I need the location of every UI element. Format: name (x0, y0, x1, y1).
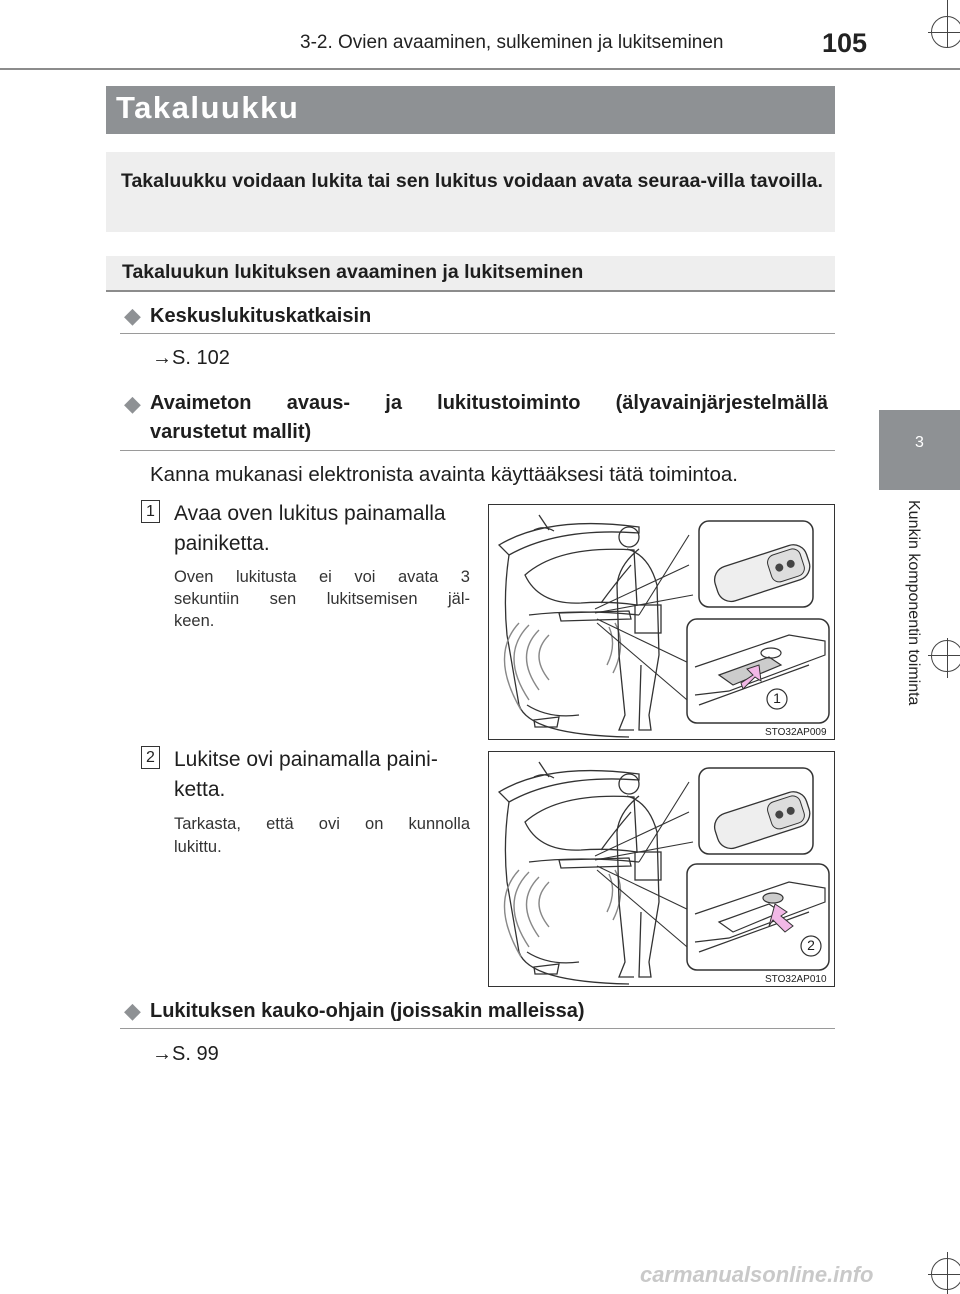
intro-text: Takaluukku voidaan lukita tai sen lukitus voidaan avata seuraa-villa tavoilla. (121, 170, 823, 192)
step-number: 2 (141, 746, 160, 769)
page-reference: →S. 102 (152, 347, 230, 369)
figure-code: STO32AP009 (765, 727, 827, 738)
subheading: Takaluukun lukituksen avaaminen ja lukitseminen (122, 261, 584, 283)
watermark: carmanualsonline.info (640, 1262, 874, 1287)
step-note: sekuntiin sen lukitsemisen jäl- (174, 590, 470, 608)
section-heading: Keskuslukituskatkaisin (150, 305, 372, 327)
step-instruction: Avaa oven lukitus painamalla (174, 502, 446, 525)
car-rear-illustration (489, 752, 836, 988)
page-reference: →S. 99 (152, 1043, 219, 1065)
figure-code: STO32AP010 (765, 974, 827, 985)
step-note: lukittu. (174, 838, 222, 856)
page-number: 105 (822, 28, 868, 58)
step-instruction: Lukitse ovi painamalla paini- (174, 748, 438, 771)
callout-number: 2 (807, 937, 815, 953)
section-heading-cont: varustetut mallit) (150, 421, 312, 443)
running-header: 3-2. Ovien avaaminen, sulkeminen ja lukitseminen (300, 32, 724, 53)
callout-number: 1 (773, 690, 781, 706)
step-note: Tarkasta, että ovi on kunnolla (174, 815, 470, 833)
diamond-bullet-icon: ◆ (124, 391, 141, 416)
diamond-bullet-icon: ◆ (124, 998, 141, 1023)
crop-mark (931, 16, 960, 48)
header-rule (0, 68, 960, 70)
step-number: 1 (141, 500, 160, 523)
section-rule (120, 333, 835, 334)
chapter-title: Kunkin komponentin toiminta (905, 500, 922, 706)
car-rear-illustration (489, 505, 836, 741)
illustration-lock (488, 751, 835, 987)
step-note: keen. (174, 612, 215, 630)
section-body: Kanna mukanasi elektronista avainta käyttääksesi tätä toimintoa. (150, 463, 738, 486)
step-note: Oven lukitusta ei voi avata 3 (174, 568, 470, 586)
crop-mark (931, 640, 960, 672)
step-instruction-cont: ketta. (174, 778, 226, 801)
step-instruction-cont: painiketta. (174, 532, 270, 555)
crop-mark (931, 1258, 960, 1290)
chapter-number: 3 (915, 434, 924, 451)
section-rule (120, 450, 835, 451)
section-heading: Avaimeton avaus- ja lukitustoiminto (älyavainjärjestelmällä (150, 392, 828, 414)
section-rule (120, 1028, 835, 1029)
diamond-bullet-icon: ◆ (124, 303, 141, 328)
illustration-unlock (488, 504, 835, 740)
section-heading: Lukituksen kauko-ohjain (joissakin malleissa) (150, 1000, 585, 1022)
page-title: Takaluukku (116, 90, 300, 125)
